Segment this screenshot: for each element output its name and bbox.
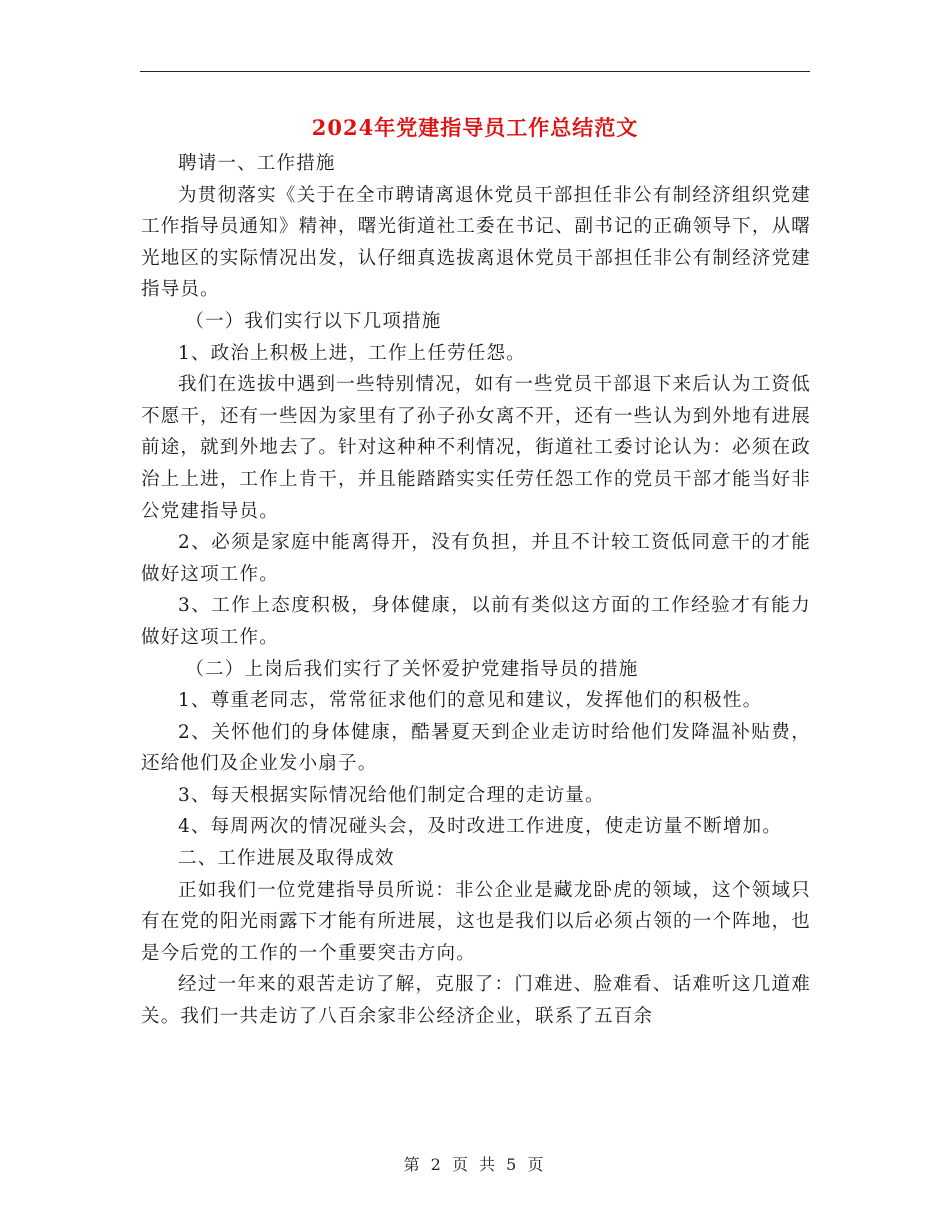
list-item: 3、每天根据实际情况给他们制定合理的走访量。 [178, 784, 605, 806]
list-item: 2、必须是家庭中能离得开，没有负担，并且不计较工资低同意干的才能做好这项工作。 [141, 532, 811, 585]
list-item: 1、尊重老同志，常常征求他们的意见和建议，发挥他们的积极性。 [178, 690, 763, 712]
paragraph: 经过一年来的艰苦走访了解，克服了：门难进、脸难看、话难听这几道难关。我们一共走访了八百余家非公经济企业，联系了五百余 [141, 974, 811, 1028]
paragraph: 正如我们一位党建指导员所说：非公企业是藏龙卧虎的领域，这个领域只有在党的阳光雨露下才能有所进展，这也是我们以后必须占领的一个阵地，也是今后党的工作的一个重要突击方向。 [141, 879, 811, 964]
section-heading: 聘请一、工作措施 [178, 153, 336, 174]
list-item: 3、工作上态度积极，身体健康，以前有类似这方面的工作经验才有能力做好这项工作。 [141, 595, 811, 648]
list-item: 2、关怀他们的身体健康，酷暑夏天到企业走访时给他们发降温补贴费，还给他们及企业发小扇子。 [141, 721, 811, 775]
header-rule [140, 71, 810, 72]
paragraph: 为贯彻落实《关于在全市聘请离退休党员干部担任非公有制经济组织党建工作指导员通知》精神，曙光街道社工委在书记、副书记的正确领导下，从曙光地区的实际情况出发，认仔细真选拔离退休党员干部担任非公有制经济党建指导员。 [141, 184, 811, 301]
subsection-heading: （一）我们实行以下几项措施 [185, 310, 442, 332]
document-title: 2024年党建指导员工作总结范文 [311, 115, 639, 140]
subsection-heading: （二）上岗后我们实行了关怀爱护党建指导员的措施 [185, 658, 639, 680]
page-number: 第 2 页 共 5 页 [403, 1155, 547, 1174]
section-heading: 二、工作进展及取得成效 [178, 848, 395, 870]
paragraph: 我们在选拔中遇到一些特别情况，如有一些党员干部退下来后认为工资低不愿干，还有一些因为家里有了孙子孙女离不开，还有一些认为到外地有进展前途，就到外地去了。针对这种种不利情况，街道社工委讨论认为：必须在政治上上进，工作上肯干，并且能踏踏实实任劳任怨工作的党员干部才能当好非公党建指导员。 [141, 374, 811, 522]
list-item: 4、每周两次的情况碰头会，及时改进工作进度，使走访量不断增加。 [178, 816, 782, 838]
document-body [141, 148, 811, 1033]
list-item: 1、政治上积极上进，工作上任劳任怨。 [178, 342, 526, 364]
